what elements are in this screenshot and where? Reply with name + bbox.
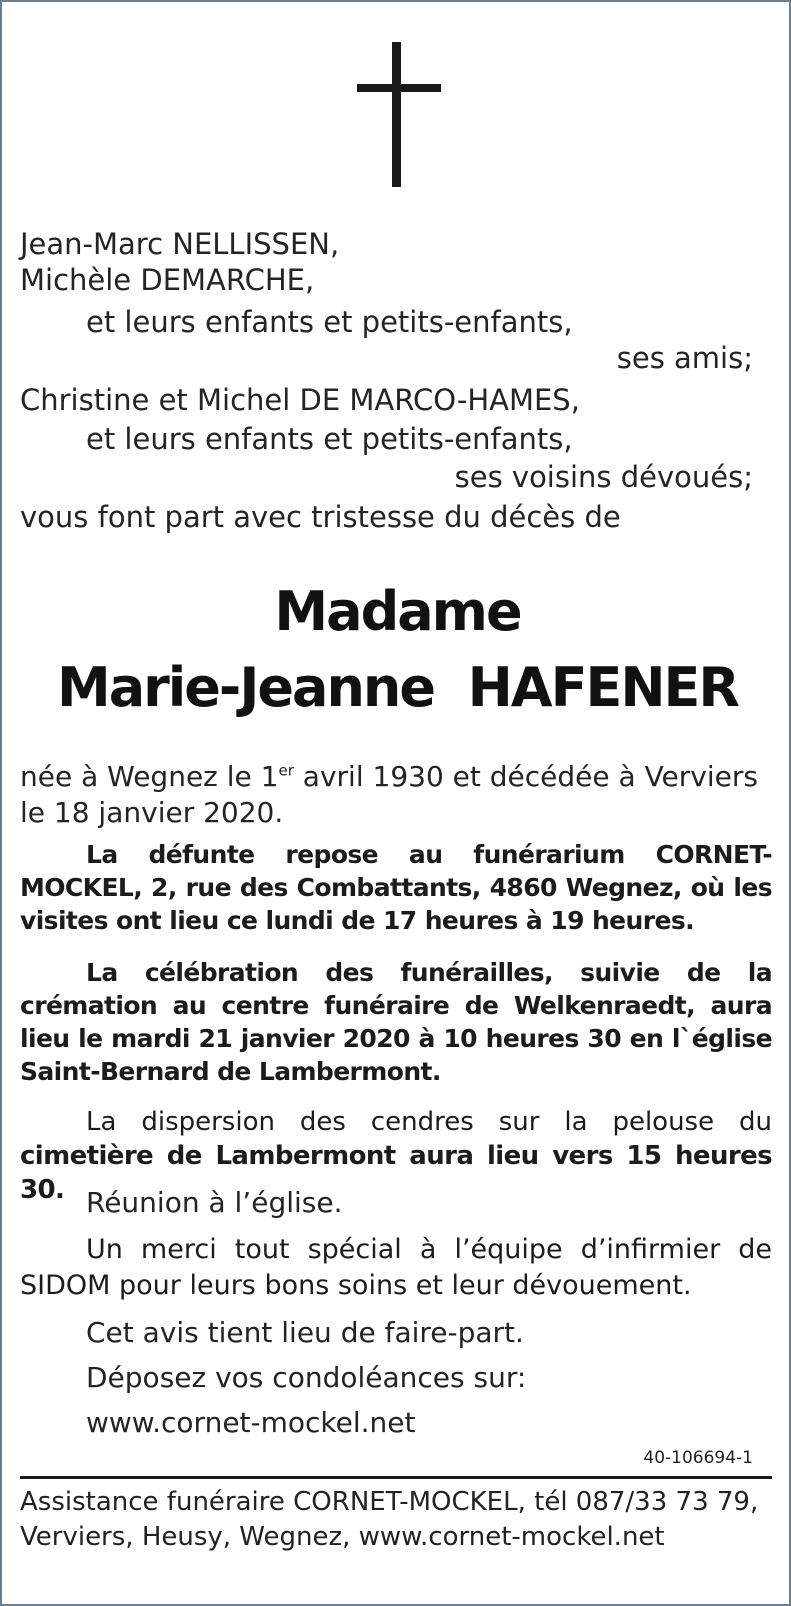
- family-line-5: Christine et Michel DE MARCO-HAMES,: [20, 383, 580, 417]
- family-line-3: et leurs enfants et petits-enfants,: [86, 305, 573, 339]
- celebration-text: La célébration des funérailles, suivie de la crémation au centre funéraire de Welkenraedt, aura lieu le mardi 21 janvier 2020 à 10 heures 30 en l`église Saint-Bernard de Lambermont.: [20, 958, 772, 1086]
- reunion-text: Réunion à l’église.: [86, 1186, 343, 1219]
- notice-text: Cet avis tient lieu de faire-part.: [86, 1316, 524, 1349]
- dispersion-text: La dispersion des cendres sur la pelouse du: [86, 1107, 772, 1137]
- birth-text-a: née à Wegnez le 1: [20, 760, 279, 793]
- repose-text: La défunte repose au funérarium CORNET-MOCKEL, 2, rue des Combattants, 4860 Wegnez, où les visites ont lieu ce lundi de 17 heures à 19 heures.: [20, 840, 772, 935]
- family-line-2: Michèle DEMARCHE,: [20, 263, 315, 297]
- family-line-4: ses amis;: [616, 341, 753, 375]
- cross-icon: [357, 42, 441, 187]
- celebration-paragraph: [20, 956, 772, 1088]
- thanks-paragraph: [20, 1232, 772, 1304]
- repose-paragraph: [20, 838, 772, 937]
- birth-line: [20, 760, 758, 794]
- family-line-6: et leurs enfants et petits-enfants,: [86, 422, 573, 456]
- death-date: le 18 janvier 2020.: [20, 796, 284, 829]
- family-line-7: ses voisins dévoués;: [454, 460, 753, 494]
- dispersion-bold: cimetière de Lambermont aura lieu vers 15 heures 30.: [20, 1141, 772, 1205]
- family-line-1: Jean-Marc NELLISSEN,: [20, 227, 340, 261]
- footer-divider: [20, 1476, 772, 1479]
- thanks-text: Un merci tout spécial à l’équipe d’infirmier de SIDOM pour leurs bons soins et leur dévouement.: [20, 1234, 772, 1301]
- condolences-text: Déposez vos condoléances sur:: [86, 1361, 527, 1394]
- deceased-title: Madame: [274, 580, 521, 643]
- footer-line-2: Verviers, Heusy, Wegnez, www.cornet-mockel.net: [20, 1522, 665, 1552]
- footer-line-1: Assistance funéraire CORNET-MOCKEL, tél 087/33 73 79,: [20, 1487, 759, 1517]
- reference-number: 40-106694-1: [643, 1448, 753, 1468]
- birth-text-b: avril 1930 et décédée à Verviers: [293, 760, 758, 793]
- family-line-8: vous font part avec tristesse du décès de: [20, 500, 621, 534]
- website-link[interactable]: www.cornet-mockel.net: [86, 1406, 416, 1439]
- birth-sup: er: [278, 761, 294, 780]
- deceased-name: Marie-Jeanne HAFENER: [56, 656, 739, 719]
